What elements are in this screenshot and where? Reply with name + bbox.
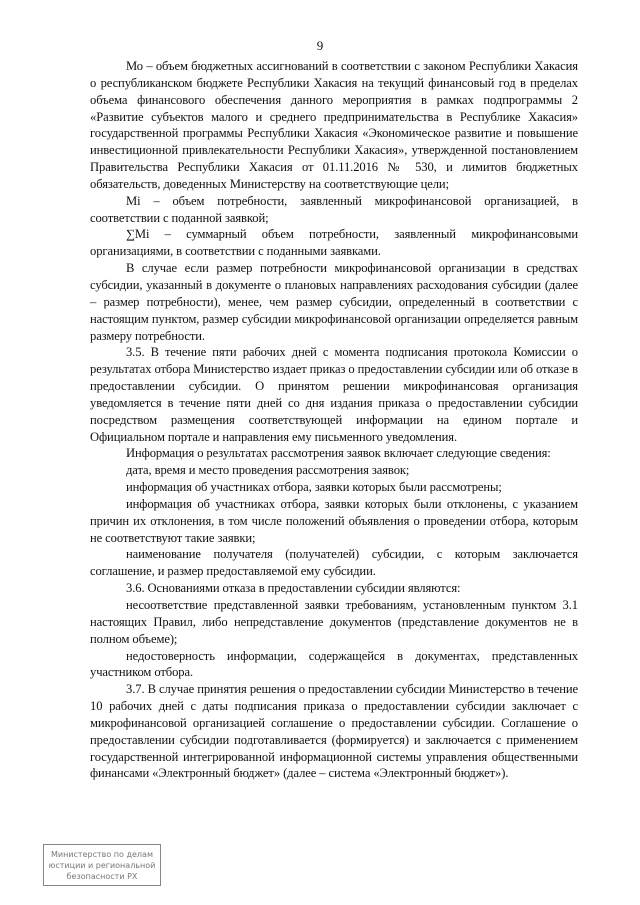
paragraph-need-size: В случае если размер потребности микрофинансовой организации в средствах субсидии, указанный в документе о плановых направлениях расходования субсидии (далее – размер потребности), менее, чем размер субсидии, определенный в соответствии с настоящим пунктом, размер субсидии микрофинансовой организации определяется равным размеру потребности. (90, 261, 578, 343)
paragraph-clause-3-6: 3.6. Основаниями отказа в предоставлении субсидии являются: (126, 581, 461, 596)
list-item: информация об участниках отбора, заявки которых были рассмотрены; (126, 480, 502, 495)
registration-stamp (43, 844, 161, 886)
paragraph-clause-3-7: 3.7. В случае принятия решения о предоставлении субсидии Министерство в течение 10 рабочих дней с даты подписания приказа о предоставлении субсидии заключает с микрофинансовой организацией соглашение о предоставлении субсидии. Соглашение о предоставлении субсидии подготавливается (формируется) и заключается с применением государственной интегрированной информационной системы управления общественными финансами «Электронный бюджет» (далее – система «Электронный бюджет»). (90, 682, 578, 781)
paragraph-sum-mi-definition: ∑Mi – суммарный объем потребности, заявленный микрофинансовыми организациями, в соответствии с поданными заявками. (90, 227, 578, 259)
paragraph-clause-3-5: 3.5. В течение пяти рабочих дней с момента подписания протокола Комиссии о результатах отбора Министерство издает приказ о предоставлении субсидии или об отказе в предоставлении субсидии. О принятом решении микрофинансовая организация уведомляется в течение пяти дней со дня издания приказа о предоставлении субсидии посредством размещения соответствующей информации на едином портале и Официальном портале и направления ему письменного уведомления. (90, 345, 578, 444)
document-body (90, 58, 578, 782)
list-item: наименование получателя (получателей) субсидии, с которым заключается соглашение, и размер предоставляемой ему субсидии. (90, 547, 578, 579)
list-item: информация об участниках отбора, заявки которых были отклонены, с указанием причин их отклонения, в том числе положений объявления о проведении отбора, которым не соответствуют такие заявки; (90, 496, 578, 545)
list-item: несоответствие представленной заявки требованиям, установленным пунктом 3.1 настоящих Правил, либо непредставление документов (представление документов не в полном объеме); (90, 598, 578, 646)
stamp-line: Министерство по делам (51, 850, 153, 859)
stamp-line: юстиции и региональной (48, 861, 156, 870)
paragraph-mi-definition: Mi – объем потребности, заявленный микрофинансовой организацией, в соответствии с поданной заявкой; (90, 193, 578, 225)
stamp-line: безопасности РХ (66, 872, 138, 881)
list-item: дата, время и место проведения рассмотрения заявок; (126, 463, 410, 478)
paragraph-results-info: Информация о результатах рассмотрения заявок включает следующие сведения: (126, 446, 551, 461)
paragraph-mo-definition: Мо – объем бюджетных ассигнований в соответствии с законом Республики Хакасия о республиканском бюджете Республики Хакасия на текущий финансовый год в пределах объема финансового обеспечения данного мероприятия в рамках подпрограммы 2 «Развитие субъектов малого и среднего предпринимательства в Республике Хакасия» государственной программы Республики Хакасия «Экономическое развитие и повышение инвестиционной привлекательности Республики Хакасия», утвержденной постановлением Правительства Республики Хакасия от 01.11.2016 № 530, и лимитов бюджетных обязательств, доведенных Министерству на соответствующие цели; (90, 59, 578, 191)
list-item: недостоверность информации, содержащейся в документах, представленных участником отбора. (90, 648, 578, 680)
page-number: 9 (316, 38, 324, 53)
